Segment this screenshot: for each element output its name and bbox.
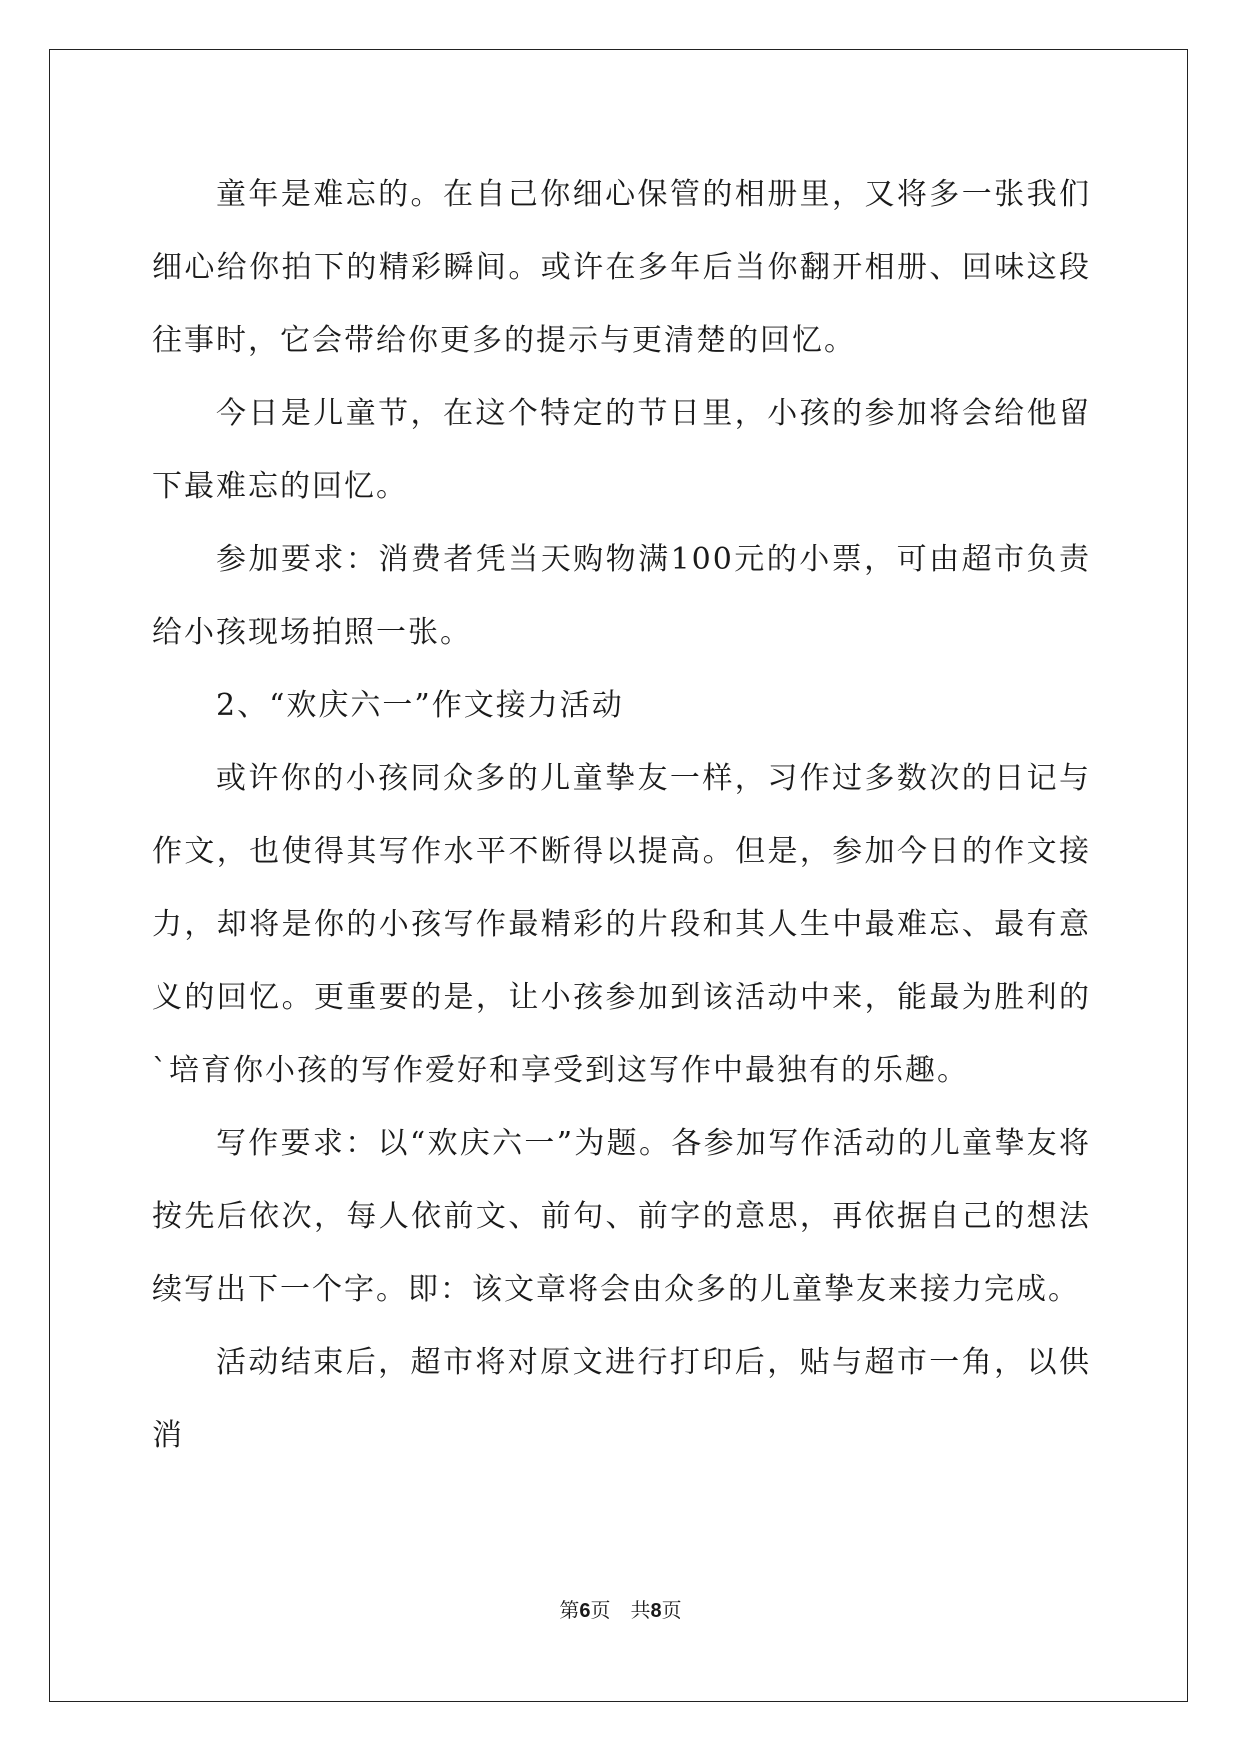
paragraph-photo-requirement: 参加要求：消费者凭当天购物满100元的小票，可由超市负责给小孩现场拍照一张。	[152, 542, 1091, 650]
page-total-number: 8	[650, 1600, 662, 1622]
page-current-number: 6	[579, 1600, 591, 1622]
paragraph-essay-relay: 或许你的小孩同众多的儿童挚友一样，习作过多数次的日记与作文，也使得其写作水平不断得以提高。但是，参加今日的作文接力，却将是你的小孩写作最精彩的片段和其人生中最难忘、最有意义的回忆。更重要的是，让小孩参加到该活动中来，能最为胜利的`培育你小孩的写作爱好和享受到这写作中最独有的乐趣。	[152, 761, 1091, 1088]
page-prefix: 第	[559, 1598, 580, 1622]
page-suffix: 页	[590, 1598, 611, 1622]
paragraph-childhood: 童年是难忘的。在自己你细心保管的相册里，又将多一张我们细心给你拍下的精彩瞬间。或许在多年后当你翻开相册、回味这段往事时，它会带给你更多的提示与更清楚的回忆。	[152, 177, 1091, 358]
paragraph-childrens-day: 今日是儿童节，在这个特定的节日里，小孩的参加将会给他留下最难忘的回忆。	[152, 396, 1091, 504]
page-footer	[0, 1598, 1241, 1623]
total-prefix: 共	[630, 1598, 651, 1622]
document-body	[152, 158, 1091, 1472]
total-suffix: 页	[661, 1598, 682, 1622]
paragraph-writing-requirement: 写作要求：以“欢庆六一”为题。各参加写作活动的儿童挚友将按先后依次，每人依前文、前句、前字的意思，再依据自己的想法续写出下一个字。即：该文章将会由众多的儿童挚友来接力完成。	[152, 1126, 1091, 1307]
section-heading-essay-relay: 2、“欢庆六一”作文接力活动	[216, 688, 624, 723]
paragraph-after-activity: 活动结束后，超市将对原文进行打印后，贴与超市一角，以供消	[152, 1345, 1091, 1453]
